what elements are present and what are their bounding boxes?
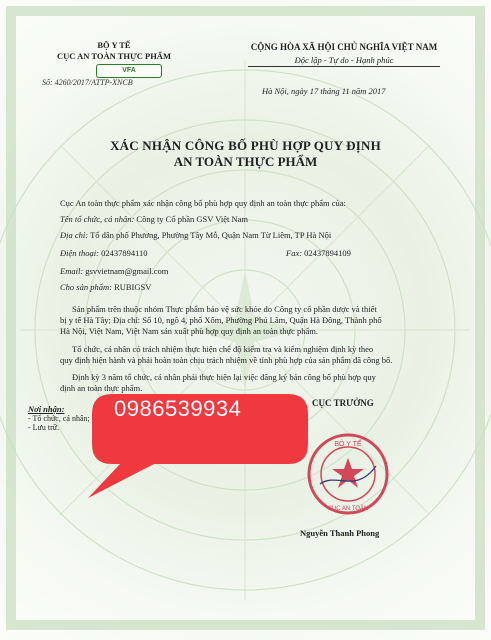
signer-title: CỤC TRƯỞNG bbox=[312, 398, 374, 408]
para1-line: Sản phẩm trên thuộc nhóm Thực phẩm bảo vệ sức khỏe do Công ty cổ phần dược và thiết bbox=[72, 304, 377, 314]
agency-name: CỤC AN TOÀN THỰC PHẨM bbox=[57, 51, 171, 61]
recipient-item: - Tổ chức, cá nhân; bbox=[28, 414, 90, 423]
email-label: Email: bbox=[60, 266, 84, 276]
phone-label: Điện thoại: bbox=[60, 248, 99, 258]
document-title-line1: XÁC NHẬN CÔNG BỐ PHÙ HỢP QUY ĐỊNH bbox=[110, 138, 381, 153]
official-seal-stamp bbox=[306, 432, 390, 516]
signer-name: Nguyễn Thanh Phong bbox=[300, 528, 380, 538]
fax-label: Fax: bbox=[286, 248, 303, 258]
country-name: CỘNG HÒA XÃ HỘI CHỦ NGHĨA VIỆT NAM bbox=[250, 42, 438, 52]
recipients-label: Nơi nhận: bbox=[28, 404, 65, 414]
intro-text: Cục An toàn thực phẩm xác nhận công bố phù hợp quy định an toàn thực phẩm của: bbox=[60, 198, 346, 208]
phone-value: 02437894110 bbox=[101, 248, 148, 258]
address-label: Địa chỉ: bbox=[60, 230, 89, 240]
fax-value: 02437894109 bbox=[304, 248, 351, 258]
stamp-bottom-text: CỤC AN TOÀN bbox=[327, 506, 369, 512]
issue-date: Hà Nội, ngày 17 tháng 11 năm 2017 bbox=[262, 86, 386, 96]
para2-line: Tổ chức, cá nhân có trách nhiệm thực hiện chế độ kiểm tra và kiểm nghiệm định kỳ theo bbox=[72, 344, 374, 354]
email-row bbox=[60, 266, 440, 277]
product-label: Cho sản phẩm: bbox=[60, 282, 112, 292]
para3-line: định an toàn thực phẩm. bbox=[60, 383, 143, 393]
national-motto: Độc lập - Tự do - Hạnh phúc bbox=[248, 54, 440, 67]
address-row bbox=[60, 230, 440, 241]
document-number: Số: 4260/2017/ATTP-XNCB bbox=[42, 78, 133, 87]
org-row bbox=[60, 214, 440, 225]
contact-phone-number: 0986539934 bbox=[114, 396, 242, 421]
org-label: Tên tổ chức, cá nhân: bbox=[60, 214, 135, 224]
para1-line: Hà Nội, Việt Nam, Việt Nam sản xuất phù hợp quy định an toàn thực phẩm. bbox=[60, 326, 319, 336]
document-title-line2: AN TOÀN THỰC PHẨM bbox=[173, 154, 318, 169]
paragraph-responsibility bbox=[60, 344, 452, 366]
recipient-item: - Lưu trữ. bbox=[28, 423, 60, 432]
issuing-agency-header bbox=[24, 40, 204, 62]
org-value: Công ty Cổ phần GSV Việt Nam bbox=[136, 214, 248, 224]
ministry-name: BỘ Y TẾ bbox=[97, 40, 131, 50]
email-value: gsvvietnam@gmail.com bbox=[85, 266, 169, 276]
address-value: Tổ dân phố Phương, Phường Tây Mỗ, Quận Nam Từ Liêm, TP Hà Nội bbox=[90, 230, 332, 240]
vfa-logo: VFA bbox=[96, 64, 162, 78]
fax-row bbox=[286, 248, 436, 259]
para2-line: quy định hiện hành và phải hoàn toàn chịu trách nhiệm về tính phù hợp của sản phẩm đã công bố. bbox=[60, 355, 393, 365]
paragraph-manufacturer bbox=[60, 304, 452, 337]
para3-line: Định kỳ 3 năm tổ chức, cá nhân phải thực hiện lại việc đăng ký bản công bố phù hợp quy bbox=[72, 372, 376, 382]
product-value: RUBIGSV bbox=[114, 282, 152, 292]
stamp-top-text: BỘ Y TẾ bbox=[334, 441, 362, 448]
product-row bbox=[60, 282, 440, 293]
para1-line: bị y tế Hà Tây; Địa chỉ: Số 10, ngõ 4, phố Xốm, Phường Phú Lãm, Quận Hà Đông, Thành phố bbox=[60, 315, 382, 325]
